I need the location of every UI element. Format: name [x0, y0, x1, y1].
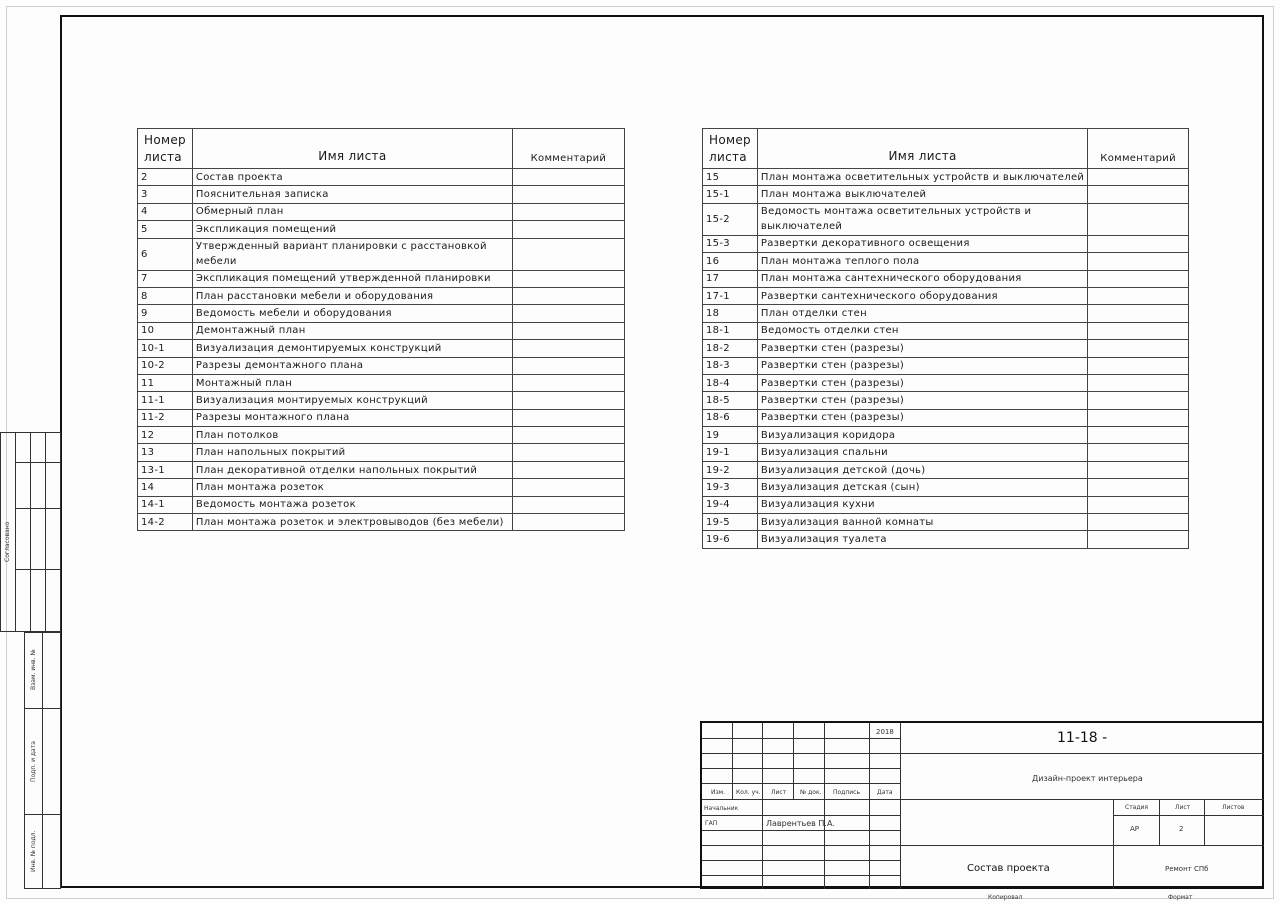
table-row [138, 444, 625, 461]
comment-cell [512, 496, 624, 513]
sheet-name-cell: Экспликация помещений [192, 221, 512, 238]
table-row [703, 357, 1189, 374]
table-row [138, 203, 625, 220]
sheet-label: Лист [1175, 804, 1191, 811]
sheet-name-cell: Ведомость мебели и оборудования [192, 305, 512, 322]
table-row [703, 322, 1189, 339]
sheet-number-cell: 14 [138, 479, 193, 496]
sheet-name-cell: Визуализация детская (сын) [757, 479, 1087, 496]
sheet-number-cell: 9 [138, 305, 193, 322]
sheet-name-cell: Визуализация детской (дочь) [757, 461, 1087, 478]
copied-label: Копировал [988, 894, 1023, 901]
comment-cell [1088, 322, 1189, 339]
sheet-number-cell: 15-1 [703, 186, 758, 203]
table-row [138, 322, 625, 339]
sheet-name-cell: Развертки декоративного освещения [757, 235, 1087, 252]
table-row [138, 305, 625, 322]
sign-date-label: Подп. и дата [30, 741, 37, 782]
table-row [703, 461, 1189, 478]
table-row [138, 169, 625, 186]
header-sheet-name: Имя листа [757, 129, 1087, 169]
inv-orig-label: Инв. № подл. [30, 830, 37, 872]
sheet-name-cell: Состав проекта [192, 169, 512, 186]
comment-cell [1088, 253, 1189, 270]
sheet-name-cell: Монтажный план [192, 374, 512, 391]
sheet-number-cell: 19-5 [703, 514, 758, 531]
sheet-name-cell: План монтажа осветительных устройств и выключателей [757, 169, 1087, 186]
table-row [703, 479, 1189, 496]
table-row [703, 340, 1189, 357]
table-row [703, 531, 1189, 548]
sheet-number-cell: 2 [138, 169, 193, 186]
sheet-name-cell: Ведомость монтажа розеток [192, 496, 512, 513]
header-comment: Комментарий [512, 129, 624, 169]
comment-cell [512, 238, 624, 270]
table-row [138, 409, 625, 426]
table-row [703, 186, 1189, 203]
comment-cell [1088, 305, 1189, 322]
table-row [703, 287, 1189, 304]
sheet-name-cell: План отделки стен [757, 305, 1087, 322]
comment-cell [512, 221, 624, 238]
chief-label: Начальник [704, 805, 739, 812]
table-row [703, 270, 1189, 287]
sheet-number-cell: 19-2 [703, 461, 758, 478]
agreed-label: Согласовано [4, 521, 11, 562]
table-row [138, 287, 625, 304]
year-label: 2018 [876, 728, 894, 736]
comment-cell [512, 169, 624, 186]
sheet-number-cell: 18-6 [703, 409, 758, 426]
stage-value: АР [1130, 825, 1140, 833]
comment-cell [512, 305, 624, 322]
table-row [138, 461, 625, 478]
sheet-number-cell: 3 [138, 186, 193, 203]
table-row [138, 186, 625, 203]
header-sheet-name: Имя листа [192, 129, 512, 169]
sheet-number-cell: 19-1 [703, 444, 758, 461]
sheet-number-cell: 10 [138, 322, 193, 339]
sheet-name-cell: Ведомость отделки стен [757, 322, 1087, 339]
sheet-number-cell: 11-2 [138, 409, 193, 426]
sheet-number-cell: 18 [703, 305, 758, 322]
sheet-number-cell: 15-2 [703, 203, 758, 235]
header-sheet-number: Номер листа [138, 129, 193, 169]
comment-cell [1088, 531, 1189, 548]
comment-cell [512, 270, 624, 287]
table-row [138, 221, 625, 238]
comment-cell [1088, 169, 1189, 186]
col-izm: Изм. [711, 789, 726, 796]
sheet-name-cell: Визуализация туалета [757, 531, 1087, 548]
sheet-number-cell: 15 [703, 169, 758, 186]
comment-cell [1088, 461, 1189, 478]
sheet-name-cell: Разрезы монтажного плана [192, 409, 512, 426]
sheet-number-cell: 11 [138, 374, 193, 391]
table-row [703, 253, 1189, 270]
table-row [703, 427, 1189, 444]
table-row [703, 496, 1189, 513]
table-row [703, 374, 1189, 391]
sheet-number-cell: 6 [138, 238, 193, 270]
title-block [700, 721, 1264, 889]
sheet-name-cell: Визуализация кухни [757, 496, 1087, 513]
table-row [703, 203, 1189, 235]
sheet-name-cell: Утвержденный вариант планировки с расстановкой мебели [192, 238, 512, 270]
comment-cell [1088, 496, 1189, 513]
sheet-number-cell: 19-3 [703, 479, 758, 496]
sheet-name-cell: Пояснительная записка [192, 186, 512, 203]
comment-cell [1088, 374, 1189, 391]
table-row [138, 270, 625, 287]
comment-cell [512, 203, 624, 220]
sheet-name-cell: Разрезы демонтажного плана [192, 357, 512, 374]
sheet-number-cell: 8 [138, 287, 193, 304]
header-sheet-number: Номер листа [703, 129, 758, 169]
sheet-number-cell: 14-2 [138, 514, 193, 531]
comment-cell [1088, 444, 1189, 461]
sheet-number-cell: 18-4 [703, 374, 758, 391]
sheet-name-cell: Экспликация помещений утвержденной планировки [192, 270, 512, 287]
sheet-number-cell: 7 [138, 270, 193, 287]
table-row [703, 169, 1189, 186]
sheet-name-cell: Развертки стен (разрезы) [757, 409, 1087, 426]
sheet-number-cell: 15-3 [703, 235, 758, 252]
table-row [138, 374, 625, 391]
sheet-number-cell: 13-1 [138, 461, 193, 478]
comment-cell [1088, 235, 1189, 252]
comment-cell [512, 444, 624, 461]
comment-cell [512, 186, 624, 203]
col-list: Лист [771, 789, 787, 796]
comment-cell [1088, 392, 1189, 409]
sheet-name-cell: Визуализация ванной комнаты [757, 514, 1087, 531]
sheet-number-cell: 12 [138, 427, 193, 444]
sheet-name-cell: Визуализация монтируемых конструкций [192, 392, 512, 409]
sheet-number-cell: 13 [138, 444, 193, 461]
sheet-number-cell: 18-2 [703, 340, 758, 357]
sheet-name-cell: Развертки стен (разрезы) [757, 340, 1087, 357]
sheet-number-cell: 11-1 [138, 392, 193, 409]
comment-cell [512, 322, 624, 339]
sheet-name-cell: План монтажа сантехнического оборудования [757, 270, 1087, 287]
format-label: Формат [1168, 894, 1193, 901]
col-kol-uch: Кол. уч. [736, 789, 761, 796]
comment-cell [1088, 186, 1189, 203]
side-stamp-strip [0, 432, 61, 889]
comment-cell [512, 409, 624, 426]
table-row [703, 444, 1189, 461]
comment-cell [1088, 340, 1189, 357]
comment-cell [512, 461, 624, 478]
comment-cell [512, 374, 624, 391]
header-comment: Комментарий [1088, 129, 1189, 169]
comment-cell [1088, 357, 1189, 374]
sheet-name-cell: План напольных покрытий [192, 444, 512, 461]
table-row [138, 479, 625, 496]
sheet-name-cell: Развертки стен (разрезы) [757, 374, 1087, 391]
sheet-list-table-right [702, 128, 1189, 549]
organization: Ремонт СПб [1165, 865, 1209, 873]
sheet-number-cell: 18-5 [703, 392, 758, 409]
table-row [138, 340, 625, 357]
sheet-number-cell: 14-1 [138, 496, 193, 513]
sheet-list-table-left [137, 128, 625, 531]
sheet-name-cell: Демонтажный план [192, 322, 512, 339]
project-code: 11-18 - [1057, 730, 1108, 746]
table-row [703, 514, 1189, 531]
comment-cell [512, 392, 624, 409]
sheet-number-cell: 16 [703, 253, 758, 270]
comment-cell [512, 287, 624, 304]
table-row [138, 514, 625, 531]
sheet-name-cell: План декоративной отделки напольных покрытий [192, 461, 512, 478]
sheet-name-cell: Визуализация спальни [757, 444, 1087, 461]
stage-label: Стадия [1125, 804, 1149, 811]
table-row [703, 409, 1189, 426]
sheet-name-cell: Ведомость монтажа осветительных устройств и выключателей [757, 203, 1087, 235]
sheet-name-cell: План монтажа розеток [192, 479, 512, 496]
comment-cell [1088, 409, 1189, 426]
sheet-name-cell: Развертки стен (разрезы) [757, 392, 1087, 409]
comment-cell [1088, 479, 1189, 496]
sheet-number-cell: 17-1 [703, 287, 758, 304]
comment-cell [1088, 270, 1189, 287]
table-row [138, 392, 625, 409]
sheet-name-cell: Обмерный план [192, 203, 512, 220]
gap-name: Лаврентьев П.А. [766, 819, 835, 828]
sheet-name-cell: План монтажа выключателей [757, 186, 1087, 203]
table-row [703, 305, 1189, 322]
sheet-name-cell: План монтажа розеток и электровыводов (без мебели) [192, 514, 512, 531]
sheet-number-cell: 4 [138, 203, 193, 220]
sheet-name-cell: Развертки сантехнического оборудования [757, 287, 1087, 304]
comment-cell [1088, 287, 1189, 304]
comment-cell [512, 357, 624, 374]
sheet-name-cell: Визуализация демонтируемых конструкций [192, 340, 512, 357]
comment-cell [512, 340, 624, 357]
sheet-name-cell: План расстановки мебели и оборудования [192, 287, 512, 304]
sheet-title: Состав проекта [967, 863, 1050, 874]
col-doc: № док. [800, 789, 822, 796]
table-row [703, 235, 1189, 252]
comment-cell [1088, 514, 1189, 531]
sheet-number-cell: 17 [703, 270, 758, 287]
sheet-name-cell: План потолков [192, 427, 512, 444]
sheet-number-cell: 19 [703, 427, 758, 444]
sheet-number-cell: 18-3 [703, 357, 758, 374]
gap-label: ГАП [705, 820, 718, 827]
sheet-number-cell: 18-1 [703, 322, 758, 339]
inv-replace-label: Взам. инв. № [30, 649, 37, 690]
comment-cell [512, 479, 624, 496]
sheet-number-cell: 19-4 [703, 496, 758, 513]
sheet-number-cell: 19-6 [703, 531, 758, 548]
sheet-name-cell: Визуализация коридора [757, 427, 1087, 444]
sheet-value: 2 [1179, 825, 1184, 833]
table-row [703, 392, 1189, 409]
project-name: Дизайн-проект интерьера [1032, 774, 1143, 783]
sheet-number-cell: 5 [138, 221, 193, 238]
table-row [138, 427, 625, 444]
col-date: Дата [877, 789, 893, 796]
comment-cell [1088, 427, 1189, 444]
table-row [138, 496, 625, 513]
col-sign: Подпись [833, 789, 860, 796]
sheet-number-cell: 10-1 [138, 340, 193, 357]
comment-cell [1088, 203, 1189, 235]
table-row [138, 238, 625, 270]
table-row [138, 357, 625, 374]
sheets-label: Листов [1222, 804, 1245, 811]
sheet-name-cell: Развертки стен (разрезы) [757, 357, 1087, 374]
comment-cell [512, 514, 624, 531]
sheet-number-cell: 10-2 [138, 357, 193, 374]
comment-cell [512, 427, 624, 444]
sheet-name-cell: План монтажа теплого пола [757, 253, 1087, 270]
